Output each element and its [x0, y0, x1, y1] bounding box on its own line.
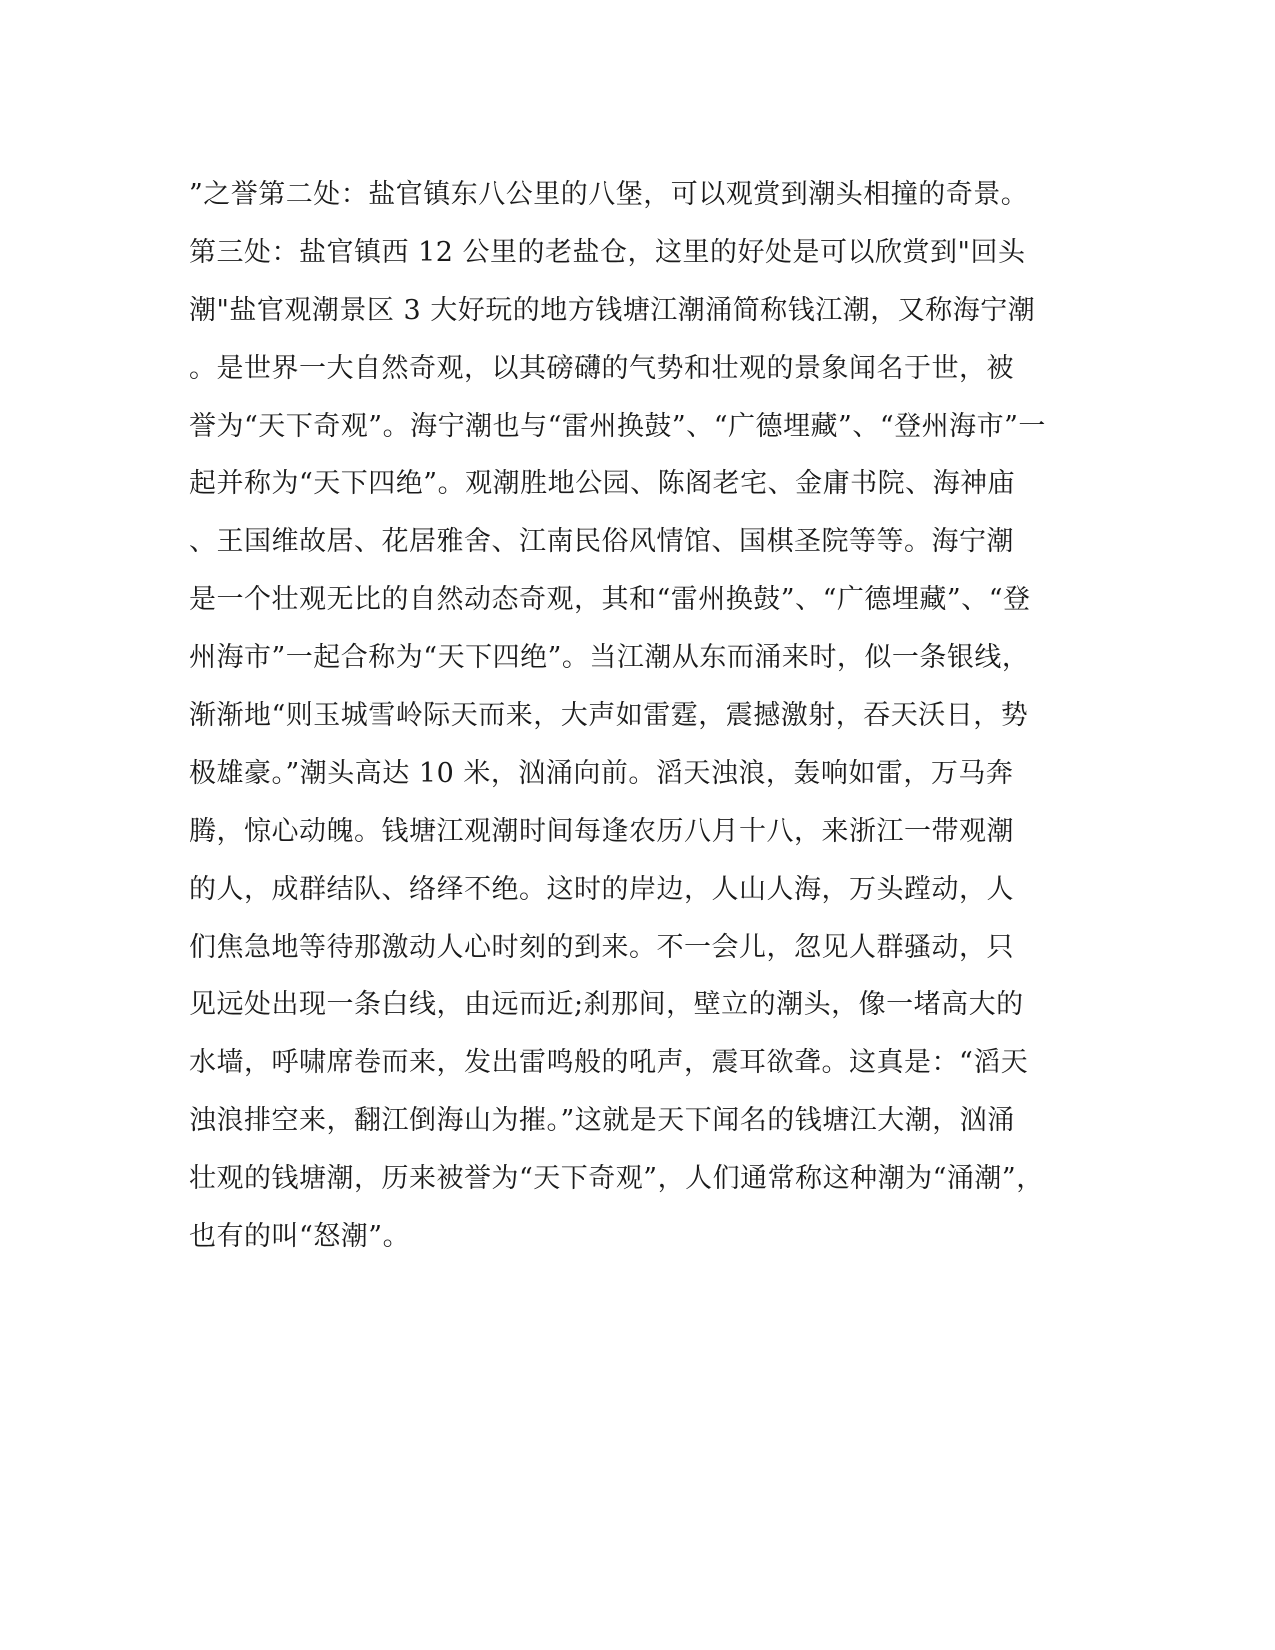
text-line: 誉为“天下奇观”。海宁潮也与“雷州换鼓”、“广德埋藏”、“登州海市”一 — [189, 410, 1046, 442]
text-line: ”之誉第二处：盐官镇东八公里的八堡，可以观赏到潮头相撞的奇景。 — [189, 179, 1029, 210]
text-line: 、王国维故居、花居雅舍、江南民俗风情馆、国棋圣院等等。海宁潮 — [189, 526, 1014, 558]
text-line: 水墙，呼啸席卷而来，发出雷鸣般的吼声，震耳欲聋。这真是：“滔天 — [189, 1047, 1029, 1079]
text-line: 极雄豪。”潮头高达 10 米，汹涌向前。滔天浊浪，轰响如雷，万马奔 — [189, 757, 1014, 789]
text-line: 的人，成群结队、络绎不绝。这时的岸边，人山人海，万头蹚动，人 — [189, 873, 1014, 905]
text-line: 潮"盐官观潮景区 3 大好玩的地方钱塘江潮涌简称钱江潮，又称海宁潮 — [189, 294, 1036, 326]
text-line: 。是世界一大自然奇观，以其磅礴的气势和壮观的景象闻名于世，被 — [189, 352, 1014, 384]
text-line: 腾，惊心动魄。钱塘江观潮时间每逢农历八月十八，来浙江一带观潮 — [189, 815, 1014, 847]
text-line: 也有的叫“怒潮”。 — [189, 1221, 411, 1253]
text-line: 第三处：盐官镇西 12 公里的老盐仓，这里的好处是可以欣赏到"回头 — [189, 236, 1026, 268]
text-line: 是一个壮观无比的自然动态奇观，其和“雷州换鼓”、“广德埋藏”、“登 — [189, 584, 1031, 616]
text-line: 壮观的钱塘潮，历来被誉为“天下奇观”，人们通常称这种潮为“涌潮”， — [189, 1163, 1044, 1195]
text-line: 渐渐地“则玉城雪岭际天而来，大声如雷霆，震撼激射，吞天沃日，势 — [189, 700, 1029, 732]
text-line: 州海市”一起合称为“天下四绝”。当江潮从东而涌来时，似一条银线， — [189, 642, 1030, 674]
text-line: 浊浪排空来，翻江倒海山为摧。”这就是天下闻名的钱塘江大潮，汹涌 — [189, 1105, 1015, 1137]
text-line: 们焦急地等待那激动人心时刻的到来。不一会儿，忽见人群骚动，只 — [189, 931, 1014, 963]
text-line: 见远处出现一条白线，由远而近;刹那间，壁立的潮头，像一堵高大的 — [189, 989, 1024, 1021]
text-line: 起并称为“天下四绝”。观潮胜地公园、陈阁老宅、金庸书院、海神庙 — [189, 468, 1016, 500]
body-text — [189, 166, 1069, 1266]
